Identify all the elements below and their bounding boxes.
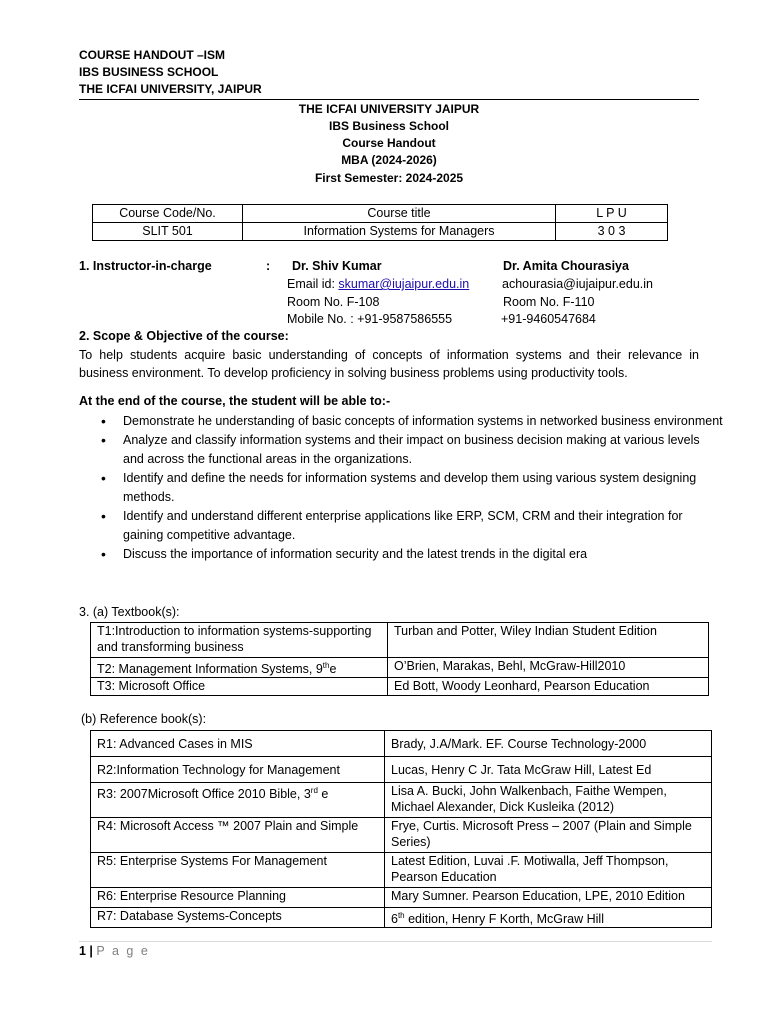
university-title: THE ICFAI UNIVERSITY JAIPUR	[298, 102, 480, 116]
course-code-header: Course Code/No.	[93, 205, 243, 223]
semester-title: First Semester: 2024-2025	[314, 171, 464, 185]
textbook-author: Ed Bott, Woody Leonhard, Pearson Education	[388, 678, 709, 696]
textbook-author: O’Brien, Marakas, Behl, McGraw-Hill2010	[388, 658, 709, 678]
outcome-item: • Identify and define the needs for information systems and develop them using various system designing methods.	[123, 469, 723, 507]
table-row	[91, 658, 709, 678]
table-row	[91, 731, 712, 757]
course-table-header	[93, 205, 668, 223]
reference-title: R7: Database Systems-Concepts	[91, 908, 385, 928]
textbook-title: T1:Introduction to information systems-supporting and transforming business	[91, 623, 388, 658]
textbook-author: Turban and Potter, Wiley Indian Student Edition	[388, 623, 709, 658]
instructor1-mobile: Mobile No. : +91-9587586555	[287, 312, 453, 326]
reference-author: Brady, J.A/Mark. EF. Course Technology-2000	[385, 731, 712, 757]
email-label: Email id:	[287, 277, 339, 291]
course-lpu: 3 0 3	[556, 223, 668, 241]
table-row	[91, 853, 712, 888]
outcomes-heading: At the end of the course, the student will be able to:-	[79, 394, 391, 408]
references-heading: (b) Reference book(s):	[81, 712, 207, 726]
instructor2-mobile: +91-9460547684	[501, 312, 596, 326]
reference-author: Lucas, Henry C Jr. Tata McGraw Hill, Latest Ed	[385, 757, 712, 783]
table-row	[91, 623, 709, 658]
course-table-row	[93, 223, 668, 241]
instructor-colon: :	[266, 259, 271, 273]
textbook-title: T2: Management Information Systems, 9the	[91, 658, 388, 678]
course-code: SLIT 501	[93, 223, 243, 241]
outcomes-list	[79, 412, 723, 564]
reference-title: R2:Information Technology for Management	[91, 757, 385, 783]
doc-header-line2: IBS BUSINESS SCHOOL	[79, 65, 219, 79]
outcome-item: • Discuss the importance of information security and the latest trends in the digital era	[123, 545, 723, 564]
instructor1-name: Dr. Shiv Kumar	[292, 259, 382, 273]
course-table	[92, 204, 668, 241]
instructor2-email: achourasia@iujaipur.edu.in	[502, 277, 653, 291]
outcome-item: • Analyze and classify information systems and their impact on business decision making at various levels and across the functional areas in the organizations.	[123, 431, 723, 469]
textbooks-heading: 3. (a) Textbook(s):	[79, 605, 180, 619]
course-title-header: Course title	[243, 205, 556, 223]
doc-header-line1: COURSE HANDOUT –ISM	[79, 48, 226, 62]
textbook-title: T3: Microsoft Office	[91, 678, 388, 696]
scope-heading: 2. Scope & Objective of the course:	[79, 329, 289, 343]
reference-author: 6th edition, Henry F Korth, McGraw Hill	[385, 908, 712, 928]
instructor2-name: Dr. Amita Chourasiya	[503, 259, 629, 273]
program-title: MBA (2024-2026)	[341, 153, 437, 167]
table-row	[91, 757, 712, 783]
reference-title: R3: 2007Microsoft Office 2010 Bible, 3rd e	[91, 783, 385, 818]
outcome-item: • Demonstrate he understanding of basic concepts of information systems in networked business environment	[123, 412, 723, 431]
references-table	[90, 730, 712, 928]
table-row	[91, 818, 712, 853]
doc-header-line3: THE ICFAI UNIVERSITY, JAIPUR	[79, 82, 262, 96]
course-title: Information Systems for Managers	[243, 223, 556, 241]
reference-author: Mary Sumner. Pearson Education, LPE, 2010 Edition	[385, 888, 712, 908]
instructor1-room: Room No. F-108	[287, 295, 380, 309]
table-row	[91, 678, 709, 696]
school-title: IBS Business School	[328, 119, 450, 133]
scope-text: To help students acquire basic understanding of concepts of information systems and their relevance in business environment. To develop proficiency in solving business problems using productivity tools.	[79, 348, 699, 380]
lpu-header: L P U	[556, 205, 668, 223]
instructor2-room: Room No. F-110	[503, 295, 595, 309]
table-row	[91, 888, 712, 908]
table-row	[91, 908, 712, 928]
reference-author: Latest Edition, Luvai .F. Motiwalla, Jeff Thompson, Pearson Education	[385, 853, 712, 888]
reference-author: Frye, Curtis. Microsoft Press – 2007 (Plain and Simple Series)	[385, 818, 712, 853]
textbooks-table	[90, 622, 709, 696]
reference-title: R6: Enterprise Resource Planning	[91, 888, 385, 908]
reference-title: R5: Enterprise Systems For Management	[91, 853, 385, 888]
instructor-label: 1. Instructor-in-charge	[79, 259, 212, 273]
outcome-item: • Identify and understand different enterprise applications like ERP, SCM, CRM and their integration for gaining competitive advantage.	[123, 507, 723, 545]
page-number: 1	[79, 944, 86, 958]
reference-title: R1: Advanced Cases in MIS	[91, 731, 385, 757]
header-divider	[79, 99, 699, 100]
page-label: P a g e	[96, 944, 150, 958]
table-row	[91, 783, 712, 818]
page-separator: |	[85, 944, 97, 958]
handout-title: Course Handout	[342, 136, 436, 150]
instructor1-email-line	[287, 277, 469, 291]
page-footer	[79, 944, 150, 958]
reference-title: R4: Microsoft Access ™ 2007 Plain and Simple	[91, 818, 385, 853]
footer-divider	[79, 941, 712, 942]
instructor1-email-link[interactable]: skumar@iujaipur.edu.in	[338, 277, 470, 291]
reference-author: Lisa A. Bucki, John Walkenbach, Faithe Wempen, Michael Alexander, Dick Kusleika (2012)	[385, 783, 712, 818]
